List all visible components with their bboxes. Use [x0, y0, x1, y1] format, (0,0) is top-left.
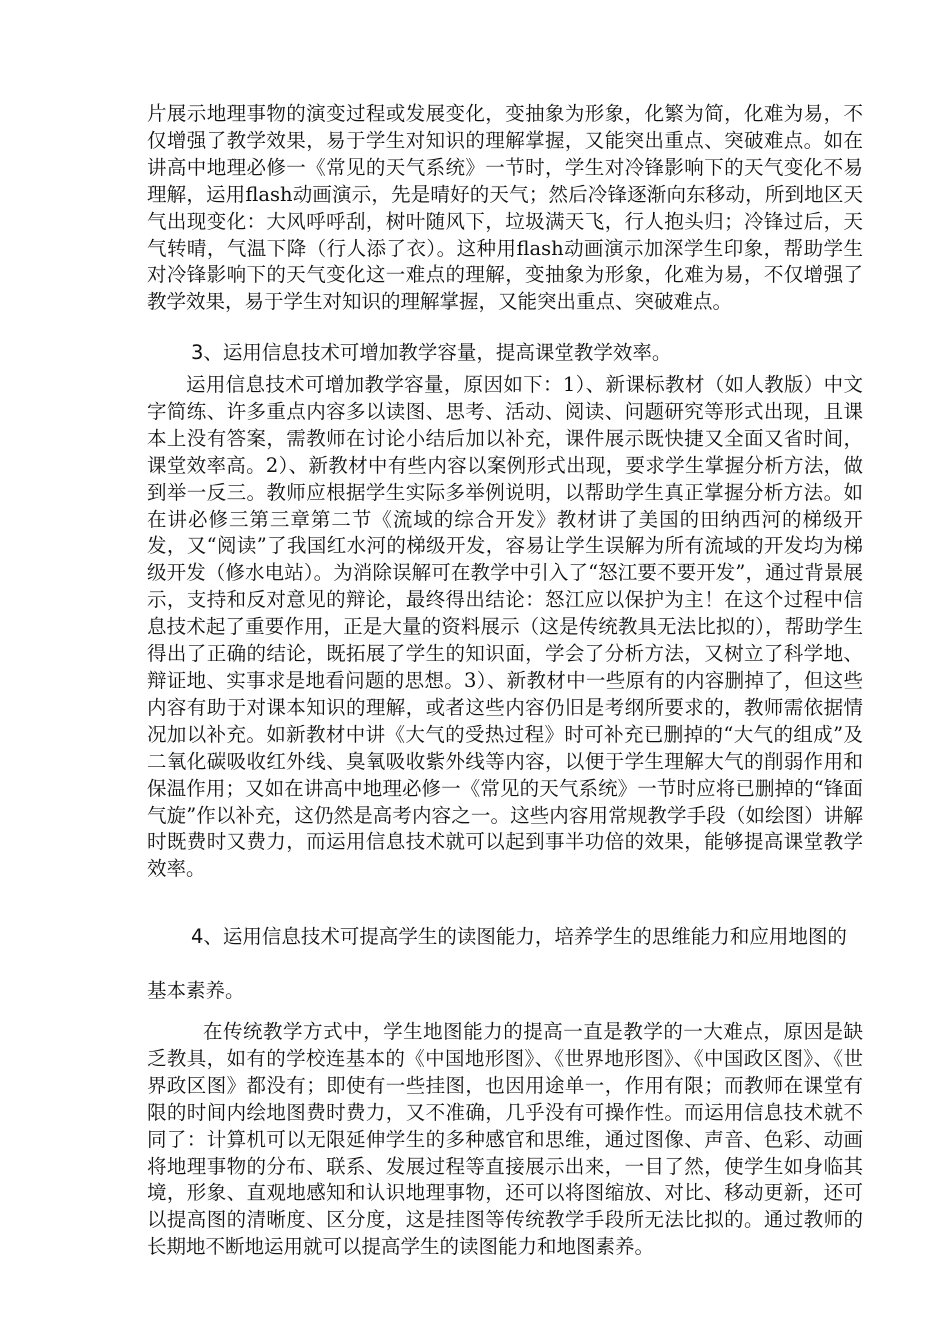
body-paragraph: 片展示地理事物的演变过程或发展变化，变抽象为形象，化繁为简，化难为易，不仅增强了教学效果，易于学生对知识的理解掌握，又能突出重点、突破难点。如在讲高中地理必修一《常见的天气系统》一节时，学生对冷锋影响下的天气变化不易理解，运用flash动画演示，先是晴好的天气；然后冷锋逐渐向东移动，所到地区天气出现变化：大风呼呼刮，树叶随风下，垃圾满天飞，行人抱头归；冷锋过后，天气转晴，气温下降（行人添了衣）。这种用flash动画演示加深学生印象，帮助学生对冷锋影响下的天气变化这一难点的理解，变抽象为形象，化难为易，不仅增强了教学效果，易于学生对知识的理解掌握，又能突出重点、突破难点。 — [147, 102, 863, 314]
section-heading: 4、运用信息技术可提高学生的读图能力，培养学生的思维能力和应用地图的基本素养。 — [147, 925, 847, 1002]
section-heading: 3、运用信息技术可增加教学容量，提高课堂教学效率。 — [191, 341, 672, 364]
body-paragraph: 在传统教学方式中，学生地图能力的提高一直是教学的一大难点，原因是缺乏教具，如有的学校连基本的《中国地形图》、《世界地形图》、《中国政区图》、《世界政区图》都没有；即使有一些挂图，也因用途单一，作用有限；而教师在课堂有限的时间内绘地图费时费力，又不准确，几乎没有可操作性。而运用信息技术就不同了：计算机可以无限延伸学生的多种感官和思维，通过图像、声音、色彩、动画将地理事物的分布、联系、发展过程等直接展示出来，一目了然，使学生如身临其境，形象、直观地感知和认识地理事物，还可以将图缩放、对比、移动更新，还可以提高图的清晰度、区分度，这是挂图等传统教学手段所无法比拟的。通过教师的长期地不断地运用就可以提高学生的读图能力和地图素养。 — [147, 1020, 863, 1259]
body-paragraph: 运用信息技术可增加教学容量，原因如下：1）、新课标教材（如人教版）中文字简练、许多重点内容多以读图、思考、活动、阅读、问题研究等形式出现，且课本上没有答案，需教师在讨论小结后加以补充，课件展示既快捷又全面又省时间，课堂效率高。2）、新教材中有些内容以案例形式出现，要求学生掌握分析方法，做到举一反三。教师应根据学生实际多举例说明，以帮助学生真正掌握分析方法。如在讲必修三第三章第二节《流域的综合开发》教材讲了美国的田纳西河的梯级开发，又“阅读”了我国红水河的梯级开发，容易让学生误解为所有流域的开发均为梯级开发（修水电站）。为消除误解可在教学中引入了“怒江要不要开发”，通过背景展示，支持和反对意见的辩论，最终得出结论：怒江应以保护为主！在这个过程中信息技术起了重要作用，正是大量的资料展示（这是传统教具无法比拟的），帮助学生得出了正确的结论，既拓展了学生的知识面，学会了分析方法，又树立了科学地、辩证地、实事求是地看问题的思想。3）、新教材中一些原有的内容删掉了，但这些内容有助于对课本知识的理解，或者这些内容仍旧是考纲所要求的，教师需依据情况加以补充。如新教材中讲《大气的受热过程》时可补充已删掉的“大气的组成”及二氧化碳吸收红外线、臭氧吸收紫外线等内容，以便于学生理解大气的削弱作用和保温作用；又如在讲高中地理必修一《常见的天气系统》一节时应将已删掉的“锋面气旋”作以补充，这仍然是高考内容之一。这些内容用常规教学手段（如绘图）讲解时既费时又费力，而运用信息技术就可以起到事半功倍的效果，能够提高课堂教学效率。 — [147, 373, 863, 881]
